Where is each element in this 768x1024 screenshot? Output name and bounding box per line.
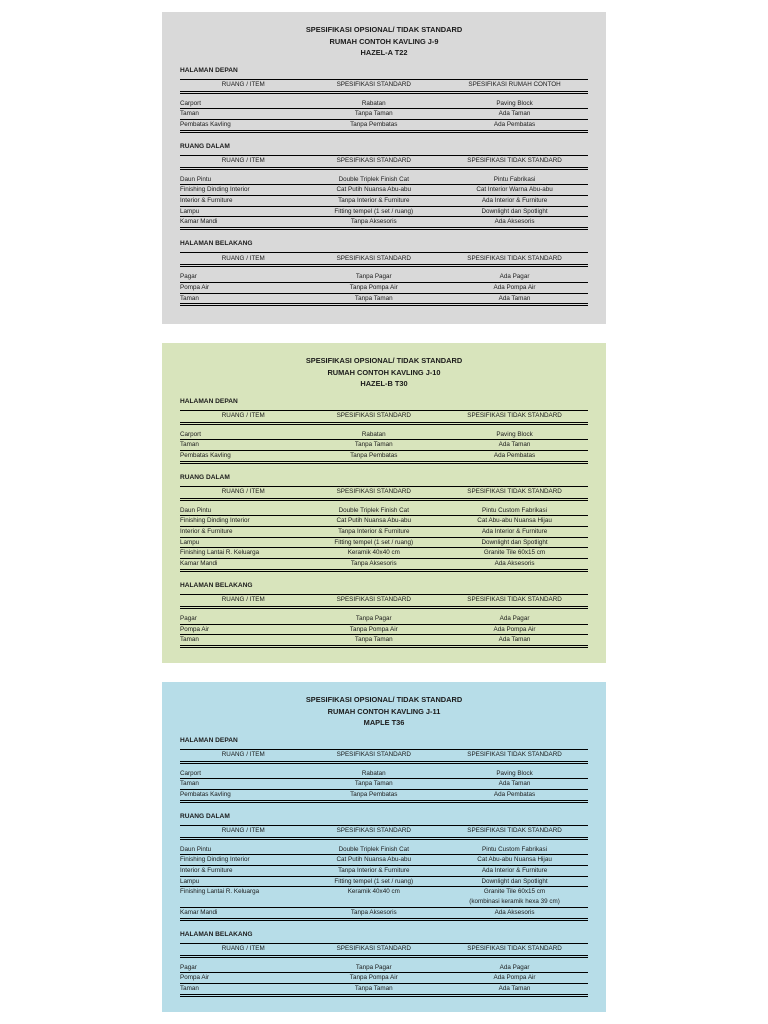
table-header-row xyxy=(180,594,588,607)
table-row xyxy=(180,845,588,855)
optional-spec-cell: Cat Abu-abu Nuansa Hijau xyxy=(441,516,588,527)
spec-table xyxy=(180,410,588,464)
standard-spec-cell: Tanpa Aksesoris xyxy=(306,559,441,571)
panel-title-line: SPESIFIKASI OPSIONAL/ TIDAK STANDARD xyxy=(305,25,463,34)
item-cell: Interior & Furniture xyxy=(180,866,306,877)
optional-spec-cell: Ada Aksesoris xyxy=(441,559,588,571)
column-header: RUANG / ITEM xyxy=(180,825,306,838)
optional-spec-cell: Granite Tile 60x15 cm xyxy=(483,888,546,896)
standard-spec-cell: Tanpa Interior & Furniture xyxy=(306,866,441,877)
optional-spec-cell: Granite Tile 60x15 cm xyxy=(441,548,588,559)
item-cell: Carport xyxy=(180,769,306,779)
table-row xyxy=(180,527,588,538)
item-cell: Finishing Dinding Interior xyxy=(180,516,306,527)
item-cell: Pagar xyxy=(180,272,306,282)
standard-spec-cell: Tanpa Interior & Furniture xyxy=(306,196,441,207)
optional-spec-cell: Ada Taman xyxy=(441,109,588,120)
item-cell: Pompa Air xyxy=(180,973,306,984)
optional-spec-cell: Ada Taman xyxy=(441,983,588,995)
table-row xyxy=(180,185,588,196)
optional-spec-cell: Ada Pompa Air xyxy=(441,624,588,635)
standard-spec-cell: Tanpa Taman xyxy=(306,440,441,451)
table-row xyxy=(180,206,588,217)
optional-spec-cell: Cat Interior Warna Abu-abu xyxy=(441,185,588,196)
optional-spec-cell: Ada Pagar xyxy=(441,272,588,282)
standard-spec-cell: Keramik 40x40 cm xyxy=(306,548,441,559)
section-title: HALAMAN DEPAN xyxy=(180,66,238,74)
standard-spec-cell: Rabatan xyxy=(306,99,441,109)
section-title: HALAMAN BELAKANG xyxy=(180,581,253,589)
table-row xyxy=(180,196,588,207)
spec-table xyxy=(180,79,588,133)
optional-spec-cell: Paving Block xyxy=(441,430,588,440)
standard-spec-cell: Tanpa Pompa Air xyxy=(306,624,441,635)
column-header: SPESIFIKASI TIDAK STANDARD xyxy=(441,749,588,762)
standard-spec-cell: Double Triplek Finish Cat xyxy=(306,175,441,185)
table-row xyxy=(180,887,588,897)
table-row xyxy=(180,119,588,131)
table-row xyxy=(180,907,588,919)
item-cell: Pembatas Kavling xyxy=(180,789,306,801)
column-header: SPESIFIKASI TIDAK STANDARD xyxy=(441,594,588,607)
standard-spec-cell: Tanpa Pembatas xyxy=(306,789,441,801)
table-row xyxy=(180,430,588,440)
standard-spec-cell: Double Triplek Finish Cat xyxy=(306,506,441,516)
table-header-row xyxy=(180,825,588,838)
item-cell: Interior & Furniture xyxy=(180,196,306,207)
standard-spec-cell: Double Triplek Finish Cat xyxy=(306,845,441,855)
item-cell: Taman xyxy=(180,440,306,451)
panel-titles xyxy=(180,343,588,390)
item-cell: Pagar xyxy=(180,963,306,973)
standard-spec-cell: Tanpa Interior & Furniture xyxy=(306,527,441,538)
section-title: RUANG DALAM xyxy=(180,812,230,820)
table-row xyxy=(180,779,588,790)
spec-table xyxy=(180,594,588,648)
spec-table xyxy=(180,155,588,231)
optional-spec-cell: Ada Pompa Air xyxy=(441,973,588,984)
item-cell: Finishing Lantai R. Keluarga xyxy=(180,548,306,559)
optional-spec-cell: Ada Pembatas xyxy=(441,789,588,801)
standard-spec-cell: Tanpa Pembatas xyxy=(306,450,441,462)
item-cell: Taman xyxy=(180,779,306,790)
optional-spec-cell: Ada Pompa Air xyxy=(441,282,588,293)
panel-titles xyxy=(180,682,588,729)
table-row xyxy=(180,963,588,973)
column-header: RUANG / ITEM xyxy=(180,486,306,499)
optional-spec-cell: Ada Pembatas xyxy=(441,119,588,131)
table-row xyxy=(180,876,588,887)
table-row xyxy=(180,866,588,877)
panel-title-line: RUMAH CONTOH KAVLING J-11 xyxy=(327,706,441,716)
item-cell: Carport xyxy=(180,430,306,440)
spec-panel-j10 xyxy=(162,343,606,663)
item-cell: Pagar xyxy=(180,614,306,624)
column-header: RUANG / ITEM xyxy=(180,253,306,266)
table-row xyxy=(180,769,588,779)
panel-titles xyxy=(180,12,588,59)
standard-spec-cell: Cat Putih Nuansa Abu-abu xyxy=(306,516,441,527)
table-row xyxy=(180,559,588,571)
item-cell xyxy=(180,897,306,907)
optional-spec-cell: Ada Pembatas xyxy=(441,450,588,462)
optional-spec-cell: Ada Taman xyxy=(441,779,588,790)
item-cell: Finishing Lantai R. Keluarga xyxy=(180,888,260,896)
item-cell: Carport xyxy=(180,99,306,109)
column-header: SPESIFIKASI TIDAK STANDARD xyxy=(441,943,588,956)
column-header: SPESIFIKASI STANDARD xyxy=(306,79,441,92)
standard-spec-cell: Tanpa Aksesoris xyxy=(306,217,441,229)
table-row xyxy=(180,855,588,866)
standard-spec-cell: Tanpa Taman xyxy=(306,635,441,647)
standard-spec-cell: Tanpa Aksesoris xyxy=(306,907,441,919)
item-cell: Taman xyxy=(180,635,306,647)
optional-spec-cell: Ada Interior & Furniture xyxy=(441,527,588,538)
panel-title-line: RUMAH CONTOH KAVLING J-9 xyxy=(329,36,439,46)
column-header: SPESIFIKASI STANDARD xyxy=(306,253,441,266)
column-header: SPESIFIKASI TIDAK STANDARD xyxy=(441,410,588,423)
item-cell: Taman xyxy=(180,109,306,120)
item-cell: Pompa Air xyxy=(180,624,306,635)
spec-panel-j9 xyxy=(162,12,606,324)
table-row xyxy=(180,516,588,527)
standard-spec-cell: Fitting tempel (1 set / ruang) xyxy=(306,206,441,217)
column-header: SPESIFIKASI TIDAK STANDARD xyxy=(441,253,588,266)
panel-title-line: SPESIFIKASI OPSIONAL/ TIDAK STANDARD xyxy=(305,356,463,365)
table-row xyxy=(180,99,588,109)
column-header: SPESIFIKASI TIDAK STANDARD xyxy=(441,155,588,168)
item-cell: Pompa Air xyxy=(180,282,306,293)
table-row xyxy=(180,973,588,984)
table-row xyxy=(180,614,588,624)
table-row xyxy=(180,624,588,635)
column-header: SPESIFIKASI STANDARD xyxy=(306,749,441,762)
table-row xyxy=(180,635,588,647)
optional-spec-cell: Paving Block xyxy=(441,99,588,109)
table-row xyxy=(180,440,588,451)
item-cell: Taman xyxy=(180,293,306,305)
standard-spec-cell: Rabatan xyxy=(306,769,441,779)
standard-spec-cell: Tanpa Pagar xyxy=(306,272,441,282)
section-title: HALAMAN DEPAN xyxy=(180,397,238,405)
table-header-row xyxy=(180,155,588,168)
table-header-row xyxy=(180,410,588,423)
table-row xyxy=(180,293,588,305)
column-header: RUANG / ITEM xyxy=(180,155,306,168)
column-header: RUANG / ITEM xyxy=(180,410,306,423)
panel-title-line: SPESIFIKASI OPSIONAL/ TIDAK STANDARD xyxy=(305,695,463,704)
optional-spec-cell: Ada Taman xyxy=(441,635,588,647)
standard-spec-cell: Tanpa Taman xyxy=(306,983,441,995)
table-row xyxy=(180,282,588,293)
standard-spec-cell: Tanpa Pagar xyxy=(306,963,441,973)
optional-spec-cell: Ada Aksesoris xyxy=(441,907,588,919)
optional-spec-cell: Ada Interior & Furniture xyxy=(441,196,588,207)
standard-spec-cell: Tanpa Taman xyxy=(306,109,441,120)
column-header: SPESIFIKASI STANDARD xyxy=(306,825,441,838)
section-title: RUANG DALAM xyxy=(180,473,230,481)
table-row xyxy=(180,789,588,801)
table-header-row xyxy=(180,486,588,499)
spec-table xyxy=(180,252,588,306)
item-cell: Lampu xyxy=(180,206,306,217)
column-header: SPESIFIKASI STANDARD xyxy=(306,943,441,956)
column-header: RUANG / ITEM xyxy=(180,749,306,762)
column-header: SPESIFIKASI TIDAK STANDARD xyxy=(441,486,588,499)
panel-title-line: HAZEL-B T30 xyxy=(360,379,408,388)
table-header-row xyxy=(180,749,588,762)
table-header-row xyxy=(180,253,588,266)
optional-spec-cell: Downlight dan Spotlight xyxy=(441,876,588,887)
panel-title-line: HAZEL-A T22 xyxy=(360,48,408,57)
column-header: RUANG / ITEM xyxy=(180,79,306,92)
optional-spec-cell: Ada Aksesoris xyxy=(441,217,588,229)
standard-spec-cell: Keramik 40x40 cm xyxy=(347,888,400,896)
table-row xyxy=(180,537,588,548)
item-cell: Daun Pintu xyxy=(180,845,306,855)
optional-spec-cell: Ada Pagar xyxy=(441,614,588,624)
item-cell: Pembatas Kavling xyxy=(180,119,306,131)
spec-table xyxy=(180,486,588,572)
item-cell: Kamar Mandi xyxy=(180,217,306,229)
standard-spec-cell: Tanpa Taman xyxy=(306,779,441,790)
item-cell: Lampu xyxy=(180,876,306,887)
column-header: SPESIFIKASI TIDAK STANDARD xyxy=(441,825,588,838)
standard-spec-cell: Rabatan xyxy=(306,430,441,440)
table-row xyxy=(180,217,588,229)
standard-spec-cell: Tanpa Pagar xyxy=(306,614,441,624)
column-header: SPESIFIKASI STANDARD xyxy=(306,410,441,423)
optional-spec-cell: Ada Taman xyxy=(441,293,588,305)
optional-spec-cell: Downlight dan Spotlight xyxy=(441,206,588,217)
column-header: RUANG / ITEM xyxy=(180,943,306,956)
section-title: HALAMAN BELAKANG xyxy=(180,930,253,938)
item-cell: Kamar Mandi xyxy=(180,559,306,571)
item-cell: Kamar Mandi xyxy=(180,907,306,919)
optional-spec-cell: Cat Abu-abu Nuansa Hijau xyxy=(441,855,588,866)
item-cell: Taman xyxy=(180,983,306,995)
optional-spec-cell: Ada Pagar xyxy=(441,963,588,973)
spec-panel-j11 xyxy=(162,682,606,1012)
section-title: HALAMAN DEPAN xyxy=(180,736,238,744)
section-title: HALAMAN BELAKANG xyxy=(180,240,253,248)
standard-spec-cell xyxy=(306,897,441,907)
table-row xyxy=(180,450,588,462)
spec-table xyxy=(180,943,588,997)
item-cell: Daun Pintu xyxy=(180,175,306,185)
table-header-row xyxy=(180,79,588,92)
spec-table xyxy=(180,749,588,803)
standard-spec-cell: Fitting tempel (1 set / ruang) xyxy=(306,537,441,548)
column-header: SPESIFIKASI RUMAH CONTOH xyxy=(441,79,588,92)
column-header: SPESIFIKASI STANDARD xyxy=(306,486,441,499)
optional-spec-cell: Pintu Custom Fabrikasi xyxy=(441,845,588,855)
optional-spec-cell: Ada Taman xyxy=(441,440,588,451)
table-row xyxy=(180,109,588,120)
column-header: RUANG / ITEM xyxy=(180,594,306,607)
standard-spec-cell: Tanpa Taman xyxy=(306,293,441,305)
panel-title-line: MAPLE T36 xyxy=(363,718,405,727)
optional-spec-cell: Paving Block xyxy=(441,769,588,779)
standard-spec-cell: Cat Putih Nuansa Abu-abu xyxy=(306,855,441,866)
item-cell: Pembatas Kavling xyxy=(180,450,306,462)
standard-spec-cell: Fitting tempel (1 set / ruang) xyxy=(306,876,441,887)
table-row xyxy=(180,548,588,559)
table-row xyxy=(180,272,588,282)
table-row xyxy=(180,506,588,516)
item-cell: Daun Pintu xyxy=(180,506,306,516)
optional-spec-cell: Pintu Custom Fabrikasi xyxy=(441,506,588,516)
standard-spec-cell: Tanpa Pompa Air xyxy=(306,282,441,293)
optional-spec-cell: Downlight dan Spotlight xyxy=(441,537,588,548)
optional-spec-cell: Ada Interior & Furniture xyxy=(441,866,588,877)
standard-spec-cell: Cat Putih Nuansa Abu-abu xyxy=(306,185,441,196)
standard-spec-cell: Tanpa Pembatas xyxy=(306,119,441,131)
optional-spec-cell: Pintu Fabrikasi xyxy=(441,175,588,185)
table-row xyxy=(180,897,588,907)
panel-title-line: RUMAH CONTOH KAVLING J-10 xyxy=(327,367,441,377)
table-row xyxy=(180,983,588,995)
table-row xyxy=(180,175,588,185)
column-header: SPESIFIKASI STANDARD xyxy=(306,155,441,168)
spec-table xyxy=(180,825,588,921)
item-cell: Interior & Furniture xyxy=(180,527,306,538)
item-cell: Finishing Dinding Interior xyxy=(180,855,306,866)
standard-spec-cell: Tanpa Pompa Air xyxy=(306,973,441,984)
table-header-row xyxy=(180,943,588,956)
item-cell: Finishing Dinding Interior xyxy=(180,185,306,196)
item-cell: Lampu xyxy=(180,537,306,548)
column-header: SPESIFIKASI STANDARD xyxy=(306,594,441,607)
optional-spec-cell: (kombinasi keramik hexa 39 cm) xyxy=(441,897,588,907)
section-title: RUANG DALAM xyxy=(180,142,230,150)
